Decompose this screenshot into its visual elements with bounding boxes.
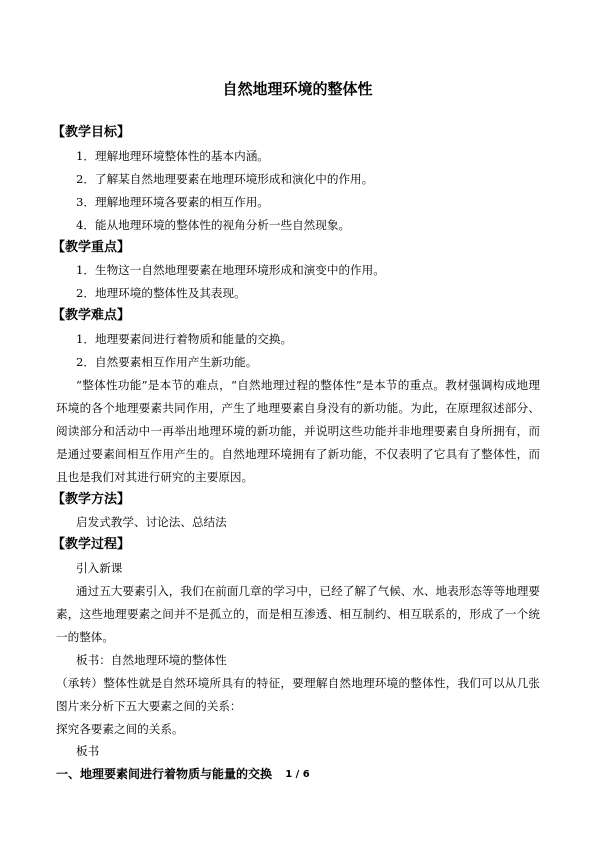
goal-item-3: 3．理解地理环境各要素的相互作用。 [76,194,269,209]
goal-item-4: 4．能从地理环境的整体性的视角分析一些自然现象。 [76,217,351,232]
goal-item-1: 1．理解地理环境整体性的基本内涵。 [76,148,269,163]
goal-item-2: 2．了解某自然地理要素在地理环境形成和演化中的作用。 [76,171,374,186]
process-paragraph-1: 通过五大要素引入，我们在前面几章的学习中，已经了解了气候、水、地表形态等等地理要素，这些地理要素之间并不是孤立的，而是相互渗透、相互制约、相互联系的，形成了一个统一的整体。 [56,584,540,644]
key-points-heading: 【教学重点】 [52,239,131,255]
section-1-heading: 一、地理要素间进行着物质与能量的交换 [56,767,273,782]
key-point-item-2: 2．地理环境的整体性及其表现。 [76,286,246,301]
difficulty-item-2: 2．自然要素相互作用产生新功能。 [76,355,258,370]
explore-line: 探究各要素之间的关系。 [56,721,184,736]
key-point-item-1: 1．生物这一自然地理要素在地理环境形成和演变中的作用。 [76,263,385,278]
goals-heading: 【教学目标】 [52,125,131,140]
methods-text: 启发式教学、讨论法、总结法 [76,515,227,530]
methods-heading: 【教学方法】 [52,491,131,507]
difficulty-item-1: 1．地理要素间进行着物质和能量的交换。 [76,332,293,347]
page-title: 自然地理环境的整体性 [222,80,373,98]
difficulties-paragraph: “整体性功能”是本节的难点，“自然地理过程的整体性”是本节的重点。教材强调构成地理环境的各个地理要素共同作用，产生了地理要素自身没有的新功能。为此，在原理叙述部分、阅读部分和活动中一再举出地理环境的新功能，并说明这些功能并非地理要素自身所拥有，而是通过要素间相互作用产生的。自然地理环境拥有了新功能，不仅表明了它具有了整体性，而且也是我们对其进行研究的主要原因。 [56,377,540,484]
document-body [52,122,540,786]
board-note-1: 板书：自然地理环境的整体性 [76,652,227,667]
difficulties-heading: 【教学难点】 [52,308,131,324]
page-number: 1 / 6 [285,769,310,780]
transition-paragraph: （承转）整体性就是自然环境所具有的特征，要理解自然地理环境的整体性，我们可以从几张图片来分析下五大要素之间的关系： [56,675,540,713]
process-intro: 引入新课 [76,561,123,576]
process-heading: 【教学过程】 [52,537,131,553]
board-note-2: 板书 [76,744,100,759]
